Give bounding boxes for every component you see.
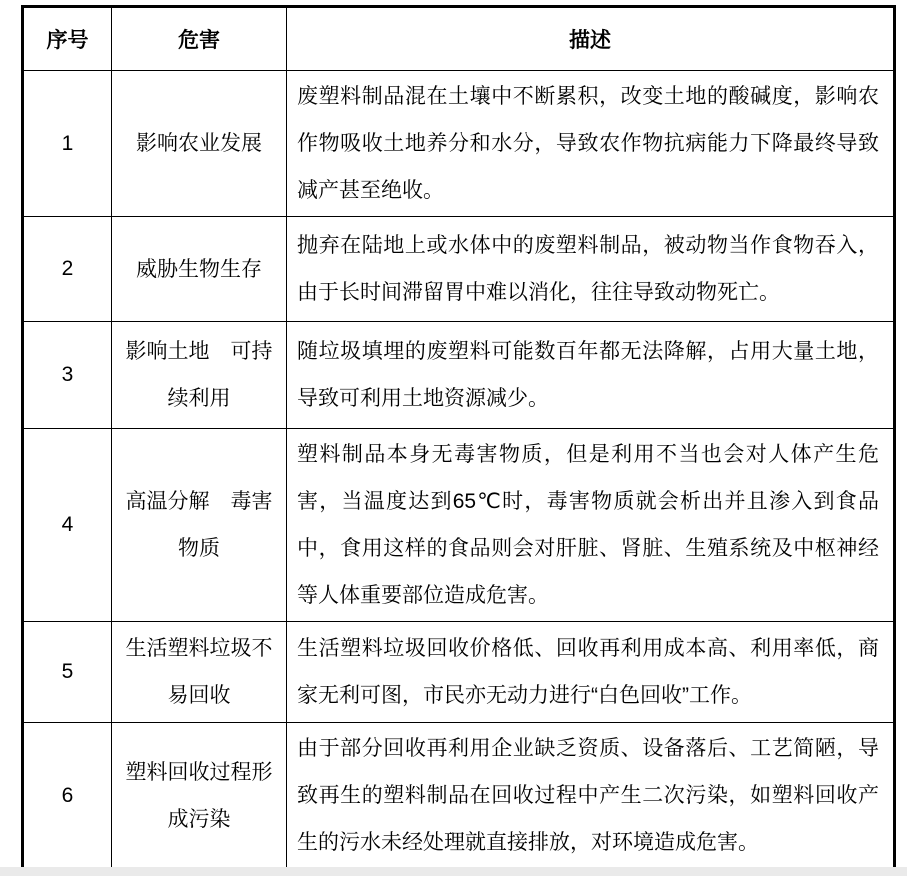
hazard-cell: 影响农业发展 [112, 71, 287, 217]
header-cell-number: 序号 [23, 7, 112, 71]
row-number-cell: 4 [23, 429, 112, 622]
row-number-cell: 3 [23, 322, 112, 429]
description-cell: 塑料制品本身无毒害物质，但是利用不当也会对人体产生危害，当温度达到65℃时，毒害物质就会析出并且渗入到食品中，食用这样的食品则会对肝脏、肾脏、生殖系统及中枢神经等人体重要部位造成危害。 [287, 429, 895, 622]
header-cell-hazard: 危害 [112, 7, 287, 71]
row-number-cell: 1 [23, 71, 112, 217]
header-cell-description: 描述 [287, 7, 895, 71]
description-cell: 由于部分回收再利用企业缺乏资质、设备落后、工艺简陋，导致再生的塑料制品在回收过程中产生二次污染，如塑料回收产生的污水未经处理就直接排放，对环境造成危害。 [287, 723, 895, 870]
table-row [23, 71, 895, 217]
plastic-hazard-table [21, 5, 896, 871]
header-row [23, 7, 895, 71]
hazard-cell: 生活塑料垃圾不易回收 [112, 622, 287, 723]
description-cell: 随垃圾填埋的废塑料可能数百年都无法降解，占用大量土地，导致可利用土地资源减少。 [287, 322, 895, 429]
table-row [23, 429, 895, 622]
hazard-cell: 威胁生物生存 [112, 217, 287, 322]
description-cell: 废塑料制品混在土壤中不断累积，改变土地的酸碱度，影响农作物吸收土地养分和水分，导致农作物抗病能力下降最终导致减产甚至绝收。 [287, 71, 895, 217]
table-row [23, 322, 895, 429]
description-cell: 抛弃在陆地上或水体中的废塑料制品，被动物当作食物吞入，由于长时间滞留胃中难以消化，往往导致动物死亡。 [287, 217, 895, 322]
hazard-cell: 高温分解 毒害物质 [112, 429, 287, 622]
description-cell: 生活塑料垃圾回收价格低、回收再利用成本高、利用率低，商家无利可图，市民亦无动力进行“白色回收”工作。 [287, 622, 895, 723]
table-row [23, 723, 895, 870]
row-number-cell: 5 [23, 622, 112, 723]
table-row [23, 622, 895, 723]
page-bottom-strip [0, 867, 907, 876]
row-number-cell: 6 [23, 723, 112, 870]
hazard-cell: 影响土地 可持续利用 [112, 322, 287, 429]
table-row [23, 217, 895, 322]
row-number-cell: 2 [23, 217, 112, 322]
hazard-cell: 塑料回收过程形成污染 [112, 723, 287, 870]
